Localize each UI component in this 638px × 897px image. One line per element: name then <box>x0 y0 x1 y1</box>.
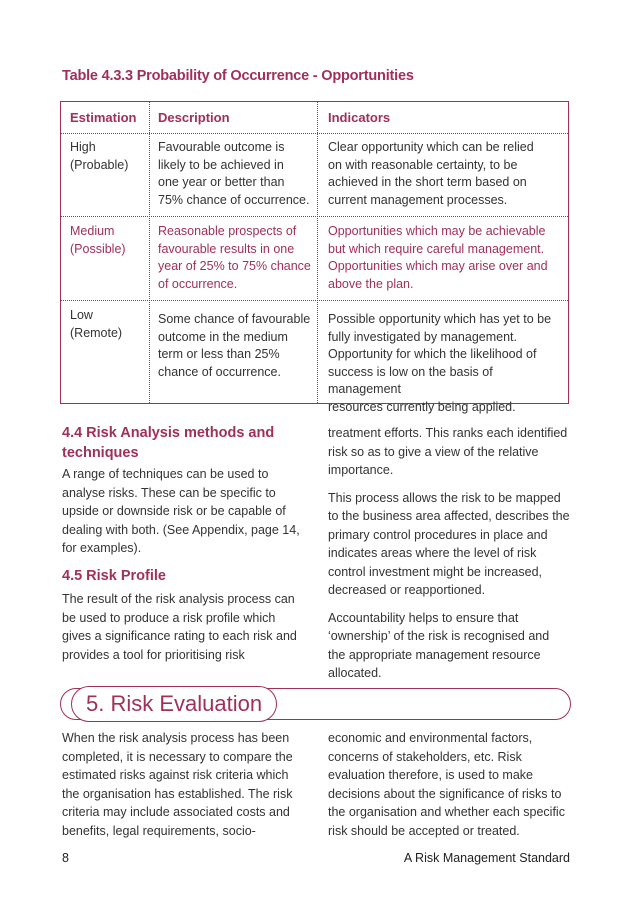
probability-table <box>60 101 569 414</box>
section-body-4-4: A range of techniques can be used to analyse risks. These can be specific to upside or downside risk or be capable of dealing with both. (See Appendix, page 14, for examples). <box>62 467 300 555</box>
section-body-4-5: The result of the risk analysis process can be used to produce a risk profile which gives a significance rating to each risk and provides a tool for prioritising risk <box>62 592 297 662</box>
table-cell-estimation: Medium (Possible) <box>70 224 126 256</box>
section-heading-4-5: 4.5 Risk Profile <box>62 568 166 584</box>
row-divider <box>61 133 568 134</box>
header-description: Description <box>158 110 230 125</box>
paragraph: treatment efforts. This ranks each identified risk so as to give a view of the relative importance. <box>328 426 568 477</box>
paragraph: Accountability helps to ensure that ‘ownership’ of the risk is recognised and the appropriate management resource allocated. <box>328 610 550 680</box>
row-divider <box>61 216 568 217</box>
page-number: 8 <box>62 851 69 865</box>
section-heading-4-4: 4.4 Risk Analysis methods and techniques <box>62 425 275 461</box>
section-title-5: 5. Risk Evaluation <box>71 686 277 722</box>
table-cell-estimation: High (Probable) <box>70 140 129 172</box>
column-divider <box>317 102 318 403</box>
table-cell-indicators: Clear opportunity which can be relied on with reasonable certainty, to be achieved in the short term based on current management processes. <box>328 140 534 207</box>
header-indicators: Indicators <box>328 110 391 125</box>
right-column-text <box>328 424 570 692</box>
footer-document-title: A Risk Management Standard <box>403 851 570 865</box>
table-cell-indicators: Opportunities which may be achievable but which require careful management. Opportunities which may arise over and above the plan. <box>328 224 548 291</box>
table-title: Table 4.3.3 Probability of Occurrence - Opportunities <box>62 68 414 84</box>
header-estimation: Estimation <box>70 110 137 125</box>
paragraph: This process allows the risk to be mapped to the business area affected, describes the primary control procedures in place and indicates areas where the level of risk control investment might be increased, decreased or reapportioned. <box>328 490 570 597</box>
table-cell-description: Favourable outcome is likely to be achieved in one year or better than 75% chance of occurrence. <box>158 140 310 207</box>
column-divider <box>149 102 150 403</box>
section-banner <box>60 688 571 720</box>
table-cell-estimation: Low (Remote) <box>70 308 123 340</box>
row-divider <box>61 300 568 301</box>
section-5-left-text: When the risk analysis process has been completed, it is necessary to compare the estimated risks against risk criteria which the organisation has established. The risk criteria may include associated costs and benefits, legal requirements, socio- <box>62 731 293 838</box>
table-cell-description: Reasonable prospects of favourable results in one year of 25% to 75% chance of occurrence. <box>158 224 311 291</box>
section-5-right-text: economic and environmental factors, concerns of stakeholders, etc. Risk evaluation therefore, is used to make decisions about the significance of risks to the organisation and whether each specific risk should be accepted or treated. <box>328 731 565 838</box>
table-cell-indicators: Possible opportunity which has yet to be fully investigated by management. Opportunity for which the likelihood of success is low on the basis of management resources currently being applied. <box>328 312 552 414</box>
table-cell-description: Some chance of favourable outcome in the medium term or less than 25% chance of occurrence. <box>158 312 311 379</box>
